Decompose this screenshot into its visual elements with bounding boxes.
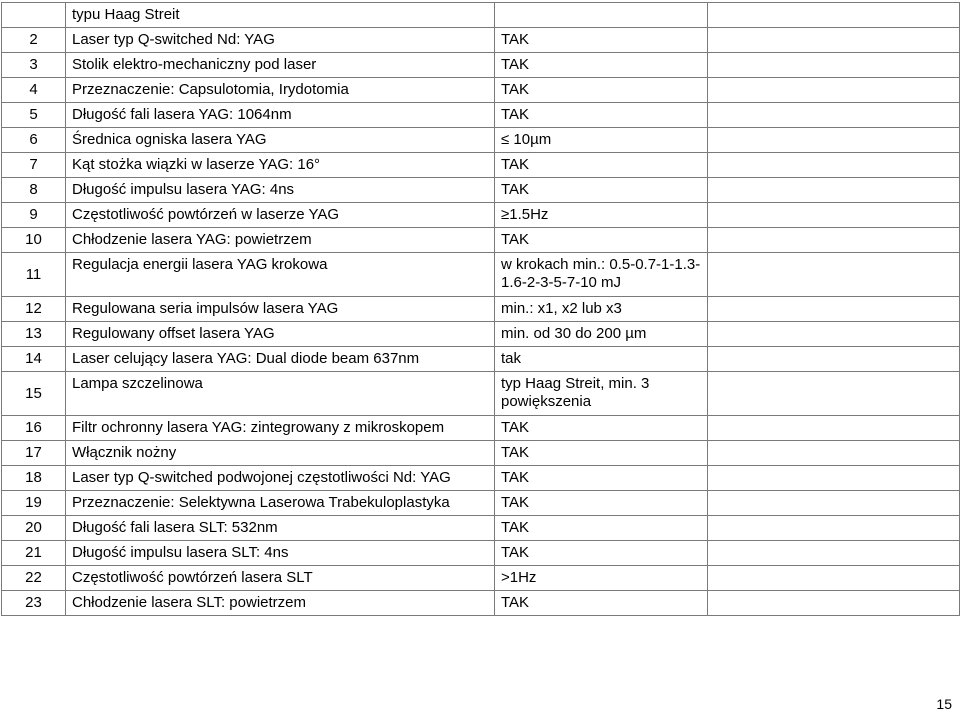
value-cell: TAK: [495, 153, 708, 178]
blank-cell: [708, 566, 960, 591]
blank-cell: [708, 28, 960, 53]
table-row: [2, 178, 960, 203]
description-cell: Chłodzenie lasera SLT: powietrzem: [66, 591, 495, 616]
table-row: [2, 591, 960, 616]
row-number-cell: 2: [2, 28, 66, 53]
description-cell: Lampa szczelinowa: [66, 372, 495, 416]
row-number-cell: 17: [2, 441, 66, 466]
description-cell: Regulowany offset lasera YAG: [66, 322, 495, 347]
row-number-cell: 14: [2, 347, 66, 372]
value-cell: [495, 3, 708, 28]
value-cell: ≤ 10µm: [495, 128, 708, 153]
value-cell: TAK: [495, 491, 708, 516]
description-cell: Długość fali lasera SLT: 532nm: [66, 516, 495, 541]
blank-cell: [708, 347, 960, 372]
row-number-cell: 5: [2, 103, 66, 128]
row-number-cell: 3: [2, 53, 66, 78]
table-row: [2, 541, 960, 566]
table-row: [2, 347, 960, 372]
row-number-cell: 8: [2, 178, 66, 203]
row-number-cell: 6: [2, 128, 66, 153]
value-cell: TAK: [495, 541, 708, 566]
blank-cell: [708, 516, 960, 541]
blank-cell: [708, 103, 960, 128]
value-cell: TAK: [495, 178, 708, 203]
specification-table: [1, 2, 960, 616]
value-cell: TAK: [495, 28, 708, 53]
blank-cell: [708, 178, 960, 203]
description-cell: Laser typ Q-switched Nd: YAG: [66, 28, 495, 53]
description-cell: Włącznik nożny: [66, 441, 495, 466]
description-cell: Regulacja energii lasera YAG krokowa: [66, 253, 495, 297]
blank-cell: [708, 466, 960, 491]
row-number-cell: 20: [2, 516, 66, 541]
blank-cell: [708, 253, 960, 297]
value-cell: TAK: [495, 228, 708, 253]
description-cell: Laser celujący lasera YAG: Dual diode beam 637nm: [66, 347, 495, 372]
blank-cell: [708, 591, 960, 616]
value-cell: >1Hz: [495, 566, 708, 591]
value-cell: w krokach min.: 0.5-0.7-1-1.3-1.6-2-3-5-7-10 mJ: [495, 253, 708, 297]
value-cell: ≥1.5Hz: [495, 203, 708, 228]
blank-cell: [708, 3, 960, 28]
blank-cell: [708, 53, 960, 78]
table-row: [2, 253, 960, 297]
value-cell: min. od 30 do 200 µm: [495, 322, 708, 347]
row-number-cell: 13: [2, 322, 66, 347]
row-number-cell: [2, 3, 66, 28]
blank-cell: [708, 541, 960, 566]
blank-cell: [708, 153, 960, 178]
value-cell: typ Haag Streit, min. 3 powiększenia: [495, 372, 708, 416]
description-cell: Przeznaczenie: Capsulotomia, Irydotomia: [66, 78, 495, 103]
description-cell: Przeznaczenie: Selektywna Laserowa Trabekuloplastyka: [66, 491, 495, 516]
blank-cell: [708, 372, 960, 416]
table-row: [2, 297, 960, 322]
value-cell: TAK: [495, 516, 708, 541]
blank-cell: [708, 228, 960, 253]
table-row: [2, 153, 960, 178]
description-cell: Średnica ogniska lasera YAG: [66, 128, 495, 153]
row-number-cell: 21: [2, 541, 66, 566]
value-cell: min.: x1, x2 lub x3: [495, 297, 708, 322]
row-number-cell: 22: [2, 566, 66, 591]
description-cell: Długość fali lasera YAG: 1064nm: [66, 103, 495, 128]
blank-cell: [708, 441, 960, 466]
row-number-cell: 15: [2, 372, 66, 416]
description-cell: Stolik elektro-mechaniczny pod laser: [66, 53, 495, 78]
blank-cell: [708, 297, 960, 322]
table-row: [2, 203, 960, 228]
table-row: [2, 28, 960, 53]
row-number-cell: 12: [2, 297, 66, 322]
row-number-cell: 16: [2, 416, 66, 441]
blank-cell: [708, 491, 960, 516]
table-row: [2, 416, 960, 441]
blank-cell: [708, 78, 960, 103]
description-cell: Chłodzenie lasera YAG: powietrzem: [66, 228, 495, 253]
table-row: [2, 441, 960, 466]
table-row: [2, 53, 960, 78]
row-number-cell: 18: [2, 466, 66, 491]
row-number-cell: 10: [2, 228, 66, 253]
description-cell: Częstotliwość powtórzeń w laserze YAG: [66, 203, 495, 228]
page-number: 15: [936, 696, 952, 712]
blank-cell: [708, 416, 960, 441]
description-cell: Filtr ochronny lasera YAG: zintegrowany z mikroskopem: [66, 416, 495, 441]
value-cell: TAK: [495, 441, 708, 466]
row-number-cell: 9: [2, 203, 66, 228]
row-number-cell: 19: [2, 491, 66, 516]
row-number-cell: 11: [2, 253, 66, 297]
table-row: [2, 228, 960, 253]
row-number-cell: 4: [2, 78, 66, 103]
table-row: [2, 103, 960, 128]
description-cell: Regulowana seria impulsów lasera YAG: [66, 297, 495, 322]
blank-cell: [708, 128, 960, 153]
value-cell: TAK: [495, 103, 708, 128]
value-cell: TAK: [495, 466, 708, 491]
value-cell: tak: [495, 347, 708, 372]
description-cell: Kąt stożka wiązki w laserze YAG: 16°: [66, 153, 495, 178]
table-row: [2, 78, 960, 103]
table-row: [2, 466, 960, 491]
description-cell: Długość impulsu lasera SLT: 4ns: [66, 541, 495, 566]
table-row: [2, 322, 960, 347]
table-row: [2, 491, 960, 516]
row-number-cell: 7: [2, 153, 66, 178]
table-row: [2, 566, 960, 591]
row-number-cell: 23: [2, 591, 66, 616]
value-cell: TAK: [495, 53, 708, 78]
value-cell: TAK: [495, 416, 708, 441]
description-cell: Częstotliwość powtórzeń lasera SLT: [66, 566, 495, 591]
description-cell: typu Haag Streit: [66, 3, 495, 28]
description-cell: Laser typ Q-switched podwojonej częstotliwości Nd: YAG: [66, 466, 495, 491]
specification-table-body: [2, 3, 960, 616]
table-row: [2, 128, 960, 153]
table-row: [2, 372, 960, 416]
description-cell: Długość impulsu lasera YAG: 4ns: [66, 178, 495, 203]
value-cell: TAK: [495, 78, 708, 103]
value-cell: TAK: [495, 591, 708, 616]
table-row: [2, 3, 960, 28]
blank-cell: [708, 322, 960, 347]
table-row: [2, 516, 960, 541]
blank-cell: [708, 203, 960, 228]
